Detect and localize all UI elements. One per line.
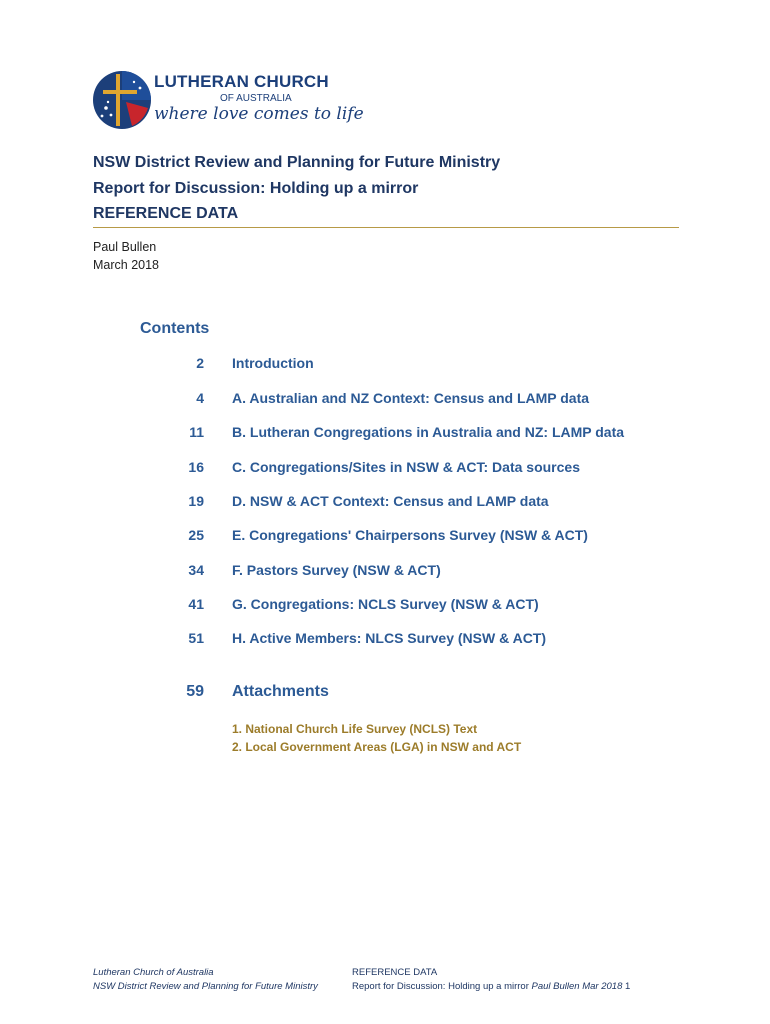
toc-entry[interactable] — [0, 562, 770, 582]
title-line-2: Report for Discussion: Holding up a mirror — [93, 179, 419, 197]
toc-entry[interactable] — [0, 390, 770, 410]
toc-entry-label: B. Lutheran Congregations in Australia and NZ: LAMP data — [232, 424, 625, 440]
footer-left — [93, 966, 318, 994]
toc-page-number: 2 — [196, 355, 204, 371]
toc-page-number: 11 — [189, 424, 204, 440]
footer-doc-type: REFERENCE DATA — [352, 967, 438, 978]
toc-entry-label: C. Congregations/Sites in NSW & ACT: Data sources — [232, 459, 580, 475]
footer-report-line — [352, 980, 630, 994]
toc-page-number: 4 — [196, 390, 204, 406]
toc-entry[interactable] — [0, 493, 770, 513]
attachments-heading: Attachments — [232, 683, 329, 700]
attachment-item[interactable]: 2. Local Government Areas (LGA) in NSW and ACT — [232, 740, 522, 754]
logo-subtitle: OF AUSTRALIA — [220, 93, 292, 104]
toc-page-number: 16 — [188, 459, 204, 475]
author-block — [93, 238, 159, 274]
logo-name: LUTHERAN CHURCH — [154, 72, 329, 91]
toc-entry[interactable] — [0, 630, 770, 650]
footer-page-number: 1 — [625, 981, 631, 992]
author-date: March 2018 — [93, 258, 160, 272]
attachments-list — [232, 720, 521, 756]
footer-author-date: Paul Bullen Mar 2018 — [531, 981, 623, 992]
toc-page-number: 51 — [188, 630, 204, 646]
lutheran-church-logo — [92, 68, 364, 132]
toc-page-number: 34 — [188, 562, 204, 578]
footer-organization: Lutheran Church of Australia — [93, 967, 214, 978]
toc-page-number: 41 — [188, 596, 204, 612]
title-divider — [93, 227, 679, 228]
toc-entry-label: H. Active Members: NLCS Survey (NSW & ACT) — [232, 630, 547, 646]
toc-entry[interactable] — [0, 355, 770, 375]
contents-heading: Contents — [140, 320, 210, 337]
toc-entry[interactable] — [0, 527, 770, 547]
logo-emblem-icon — [92, 68, 152, 132]
toc-entry-label: A. Australian and NZ Context: Census and LAMP data — [232, 390, 590, 406]
title-line-1: NSW District Review and Planning for Future Ministry — [93, 154, 501, 171]
footer-project: NSW District Review and Planning for Future Ministry — [93, 981, 318, 992]
attachment-item[interactable]: 1. National Church Life Survey (NCLS) Text — [232, 722, 478, 736]
toc-entry-label: Introduction — [232, 355, 314, 371]
toc-entry-label: F. Pastors Survey (NSW & ACT) — [232, 562, 441, 578]
footer-report-title: Report for Discussion: Holding up a mirror — [352, 981, 529, 992]
toc-entry[interactable] — [0, 459, 770, 479]
toc-entry-label: D. NSW & ACT Context: Census and LAMP data — [232, 493, 549, 509]
toc-page-number: 19 — [188, 493, 204, 509]
toc-entry-label: E. Congregations' Chairpersons Survey (NSW & ACT) — [232, 527, 588, 543]
toc-entry[interactable] — [0, 424, 770, 444]
toc-entry[interactable] — [0, 596, 770, 616]
footer-right — [352, 966, 630, 994]
title-line-3: REFERENCE DATA — [93, 205, 239, 222]
toc-page-number: 59 — [186, 683, 204, 700]
document-title-block — [93, 150, 500, 227]
toc-page-number: 25 — [188, 527, 204, 543]
logo-tagline: where love comes to life — [154, 104, 364, 124]
toc-entry-label: G. Congregations: NCLS Survey (NSW & ACT) — [232, 596, 539, 612]
author-name: Paul Bullen — [93, 240, 157, 254]
